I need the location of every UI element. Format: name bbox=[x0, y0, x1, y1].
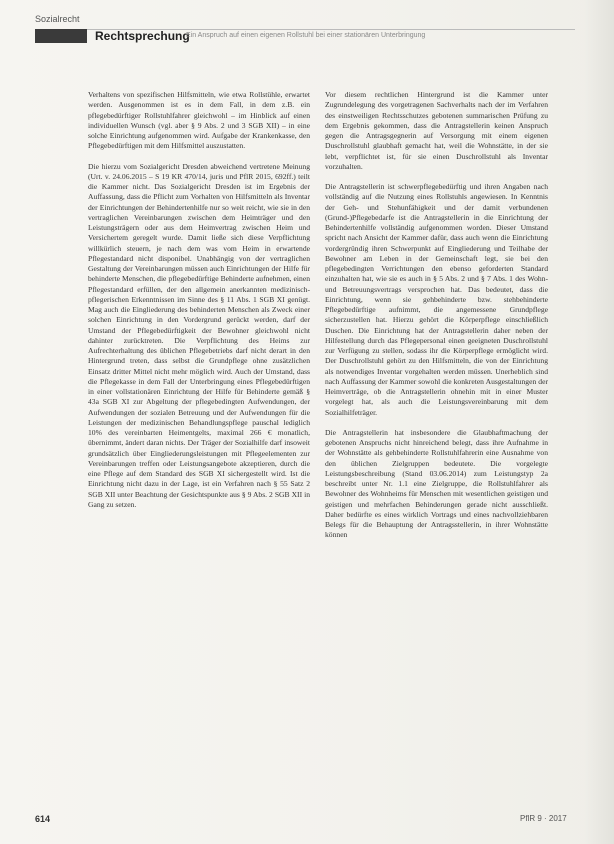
scan-shadow bbox=[584, 0, 614, 844]
paragraph: Die Antragstellerin ist schwerpflegebedürftig und ihren Angaben nach vollständig auf die Nutzung eines Rollstuhls angewiesen. In Kenntnis der Geh- und Stehunfähigkeit und der damit verbundenen (Grund-)Pflegebedarfe ist die Antragstellerin in die Einrichtung der Behindertenhilfe vollständig aufgenommen worden. Dieser Umstand spricht nach Ansicht der Kammer dafür, dass auch wenn die Einrichtung vordergründig ihren Schwerpunkt auf Eingliederung und Teilhabe der Bewohner am Leben in der Gemeinschaft legt, sie bei den pflegebedingten Verrichtungen den ebenso geforderten Standard einzuhalten hat, wie sie es auch in § 5 Abs. 2 und § 7 Abs. 1 des Wohn- und Betreuungsvertrags versprochen hat. Das bedeutet, dass die Einrichtung, wenn sie gehbehinderte bzw. stehbehinderte Pflegebedürftige aufnimmt, die angemessene Grundpflege sicherzustellen hat. Hierzu gehört die Körperpflege einschließlich Duschen. Die Einrichtung hat der Antragstellerin daher neben der Hilfestellung durch das Pflegepersonal einen geeigneten Duschrollstuhl zur Verfügung zu stellen, sodass ihr die Körperpflege ermöglicht wird. Der Duschrollstuhl gehört zu den Hilfsmitteln, die von der Einrichtung als notwendiges Inventar vorgehalten werden müssen. Unerheblich sind nach Auffassung der Kammer sowohl die konkreten Ausgestaltungen der Heimverträge, ob die Antragstellerin ohnehin mit in einer Muster vorgelegt hat, als auch die Leistungsvereinbarung mit dem Sozialhilfeträger. bbox=[325, 182, 548, 417]
right-column bbox=[325, 90, 548, 551]
header-accent-block bbox=[35, 29, 87, 43]
paragraph: Die Antragstellerin hat insbesondere die Glaubhaftmachung der gebotenen Anspruchs nicht hinreichend belegt, dass ihre Aufnahme in der Wohnstätte als gehbehinderte Rollstuhlfahrerin eine Ausnahme von den üblichen Zielgruppen bedeutete. Die vorgelegte Leistungsbeschreibung (Stand 03.06.2014) zum Leistungstyp 2a beschreibt unter Nr. 1.1 eine Zielgruppe, die Rollstuhlfahrer als Bewohner des Wohnheims für Menschen mit wesentlichen geistigen und geistigen und mehrfachen Behinderungen gerade nicht ausschließt. Daher bedürfte es eines wirklich Vortrags und eines nachvollziehbaren Belegs für die Behauptung der Antragsstellerin, in ihrer Wohnstätte können bbox=[325, 427, 548, 540]
section-label: Sozialrecht bbox=[35, 14, 80, 24]
paragraph: Verhaltens von spezifischen Hilfsmitteln, wie etwa Rollstühle, erwartet werden. Ausgenommen ist es in dem Fall, in dem z.B. ein pflegebedürftiger Rollstuhlfahrer gleichwohl – im Hinblick auf einen individuellen Wunsch (vgl. aber § 9 Abs. 2 und 3 SGB XII) – in eine solche Einrichtung aufgenommen wird. Aufgabe der Krankenkasse, den Pflegebedürftigen mit dem Hilfsmittel auszustatten. bbox=[88, 90, 310, 151]
header-title: Rechtsprechung bbox=[95, 29, 190, 43]
page-number: 614 bbox=[35, 814, 51, 824]
journal-issue: PflR 9 · 2017 bbox=[520, 814, 567, 823]
paragraph: Vor diesem rechtlichen Hintergrund ist die Kammer unter Zugrundelegung des vorgetragenen Sachverhalts nach der im Verfahren des einstweiligen Rechtsschutzes gebotenen summarischen Prüfung zu dem Ergebnis gekommen, dass die Antragstellerin keinen Anspruch gegen die Antragsgegnerin auf Versorgung mit einem eigenen Duschrollstuhl glaubhaft gemacht hat, weil die Wohnstätte, in der sie lebt, verpflichtet ist, für sie einen Duschrollstuhl als Inventar vorzuhalten. bbox=[325, 90, 548, 171]
paragraph: Die hierzu vom Sozialgericht Dresden abweichend vertretene Meinung (Urt. v. 24.06.2015 – S 19 KR 470/14, juris und PflR 2015, 692ff.) teilt die Kammer nicht. Das Sozialgericht Dresden ist im Ergebnis der Auffassung, dass die Pflicht zum Vorhalten von Hilfsmitteln als Inventar der Einrichtungen der Behindertenhilfe nur so weit reicht, wie sie in den vertraglichen Vereinbarungen zwischen dem Heimträger und den Leistungsträgern oder aus dem Heimvertrag zwischen Heim und Versichertem geregelt wurde. Damit ließe sich diese Verpflichtung willkürlich steuern, je nach dem was vom Heim in erwartende Pflegestandard nicht disponibel. Unabhängig von der vertraglichen Gestaltung der Vereinbarungen müssen auch Einrichtungen der Hilfe für behinderte Menschen, die pflegebedürftige Behinderte aufnehmen, einen Pflegestandard erfüllen, der den allgemein anerkannten medizinisch-pflegerischen Erkenntnissen im Sinne des § 11 Abs. 1 SGB XI genügt. Mag auch die Eingliederung des behinderten Menschen als Zweck einer solchen Einrichtung in den Vordergrund gerückt werden, darf der Umstand der Pflegebedürftigkeit der Bewohner gleichwohl nicht dahinter zurücktreten. Die Verpflichtung des Heims zur Aufrechterhaltung des üblichen Pflegebetriebs darf nicht derart in den Hintergrund treten, dass selbst die Grundpflege ohne zusätzlichen Einsatz dritter Mittel nicht mehr möglich wird. Auch der Umstand, dass die Pflegekasse in dem Fall der Unterbringung eines Pflegebedürftigen in einer vollstationären Einrichtung der Hilfe für Behinderte gemäß § 43a SGB XI zur Abgeltung der pflegebedingten Aufwendungen, der Aufwendungen der sozialen Betreuung und der Aufwendungen für die Leistungen der medizinischen Behandlungspflege pauschal lediglich 10% des vereinbarten Heimentgelts, maximal 266 € monatlich, übernimmt, ändert daran nichts. Der Träger der Sozialhilfe darf insoweit grundsätzlich über Eingliederungsleistungen mit Pflegeelementen zur Vereinbarungen treffen oder Leistungsangebote akzeptieren, durch die eine Pflege auf dem Standard des SGB XI sichergestellt wird. Ist die Einrichtung nicht dazu in der Lage, ist ein Verfahren nach § 55 Satz 2 SGB XII unter Beachtung der Gesichtspunkte aus § 9 Abs. 2 SGB XII in Gang zu setzen. bbox=[88, 161, 310, 509]
header-subtitle: Ein Anspruch auf einen eigenen Rollstuhl bei einer stationären Unterbringung bbox=[186, 32, 426, 39]
left-column bbox=[88, 90, 310, 520]
